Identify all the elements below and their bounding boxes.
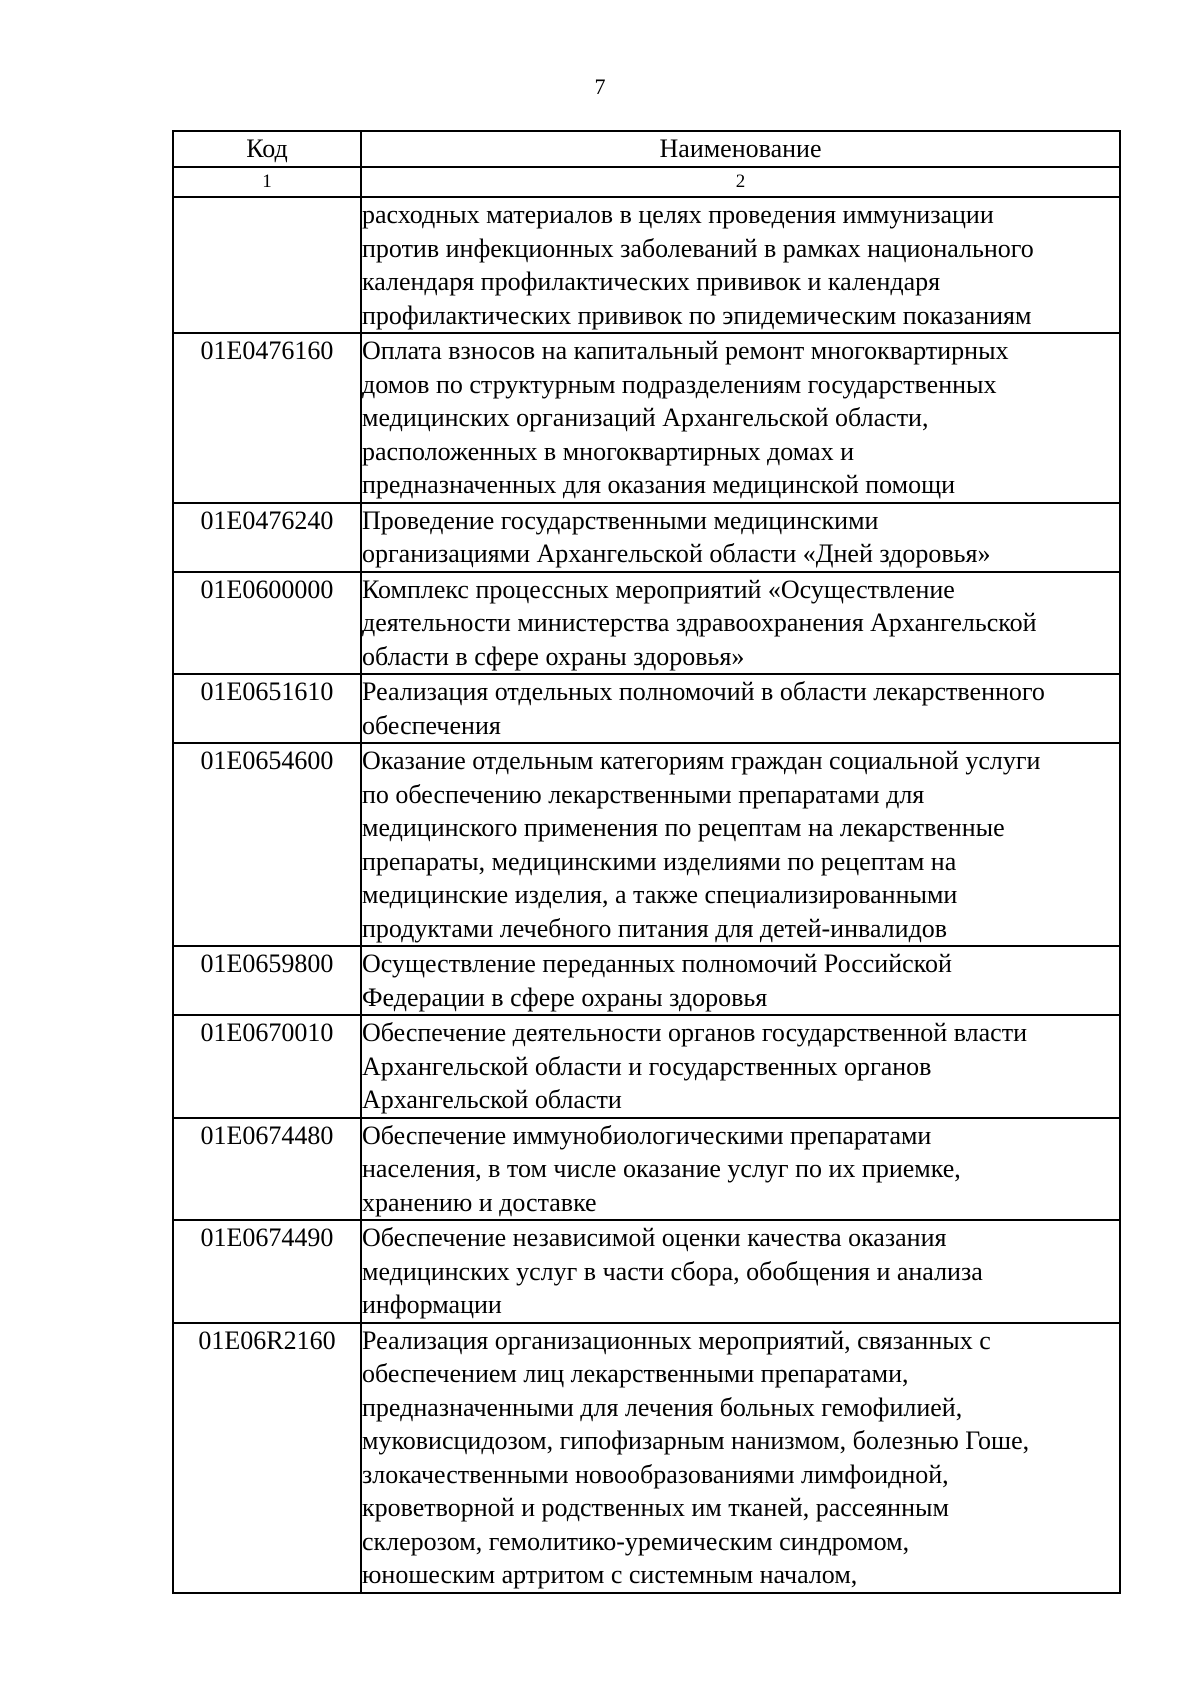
row-name-line: Федерации в сфере охраны здоровья	[362, 982, 768, 1012]
row-name-line: обеспечения	[362, 710, 501, 740]
table-row	[173, 946, 1120, 1015]
column-number-code: 1	[173, 167, 361, 197]
row-name-cell	[361, 674, 1120, 743]
row-name-line: календаря профилактических прививок и календаря	[362, 267, 941, 296]
row-name-line: Проведение государственными медицинскими	[362, 505, 879, 535]
row-name-line: расходных материалов в целях проведения иммунизации	[362, 200, 994, 229]
row-code-cell: 01Е0674490	[173, 1220, 361, 1323]
row-name-line: информации	[362, 1290, 502, 1319]
row-name-cell	[361, 743, 1120, 946]
row-code-cell: 01Е0659800	[173, 946, 361, 1015]
table-row	[173, 197, 1120, 333]
row-name-line: злокачественными новообразованиями лимфоидной,	[362, 1459, 949, 1489]
row-name-line: против инфекционных заболеваний в рамках национального	[362, 233, 1034, 263]
row-name-line: профилактических прививок по эпидемическим показаниям	[362, 300, 1032, 330]
row-name-line: Обеспечение деятельности органов государственной власти	[362, 1018, 1027, 1047]
row-name-line: Оплата взносов на капитальный ремонт многоквартирных	[362, 336, 1009, 365]
row-name-line: муковисцидозом, гипофизарным нанизмом, болезнью Гоше,	[362, 1426, 1030, 1455]
row-name-line: обеспечением лиц лекарственными препаратами,	[362, 1359, 909, 1388]
column-header-code: Код	[173, 131, 361, 167]
table-row	[173, 743, 1120, 946]
row-name-cell	[361, 1323, 1120, 1593]
row-name-line: хранению и доставке	[362, 1187, 597, 1217]
row-name-line: кроветворной и родственных им тканей, рассеянным	[362, 1493, 949, 1522]
row-name-line: Реализация отдельных полномочий в области лекарственного	[362, 677, 1045, 706]
table-row	[173, 1323, 1120, 1593]
row-name-line: юношеским артритом с системным началом,	[362, 1560, 858, 1589]
row-name-line: Архангельской области и государственных органов	[362, 1051, 932, 1081]
row-name-line: организациями Архангельской области «Дней здоровья»	[362, 539, 991, 568]
row-name-line: предназначенными для лечения больных гемофилией,	[362, 1392, 963, 1422]
row-name-line: препараты, медицинскими изделиями по рецептам на	[362, 846, 957, 876]
column-number-row	[173, 167, 1120, 197]
row-name-cell	[361, 1015, 1120, 1118]
table-row	[173, 674, 1120, 743]
row-name-line: расположенных в многоквартирных домах и	[362, 436, 854, 466]
row-name-cell	[361, 946, 1120, 1015]
row-code-cell: 01Е06R2160	[173, 1323, 361, 1593]
row-code-cell: 01Е0476160	[173, 333, 361, 503]
table-row	[173, 572, 1120, 675]
table-row	[173, 1220, 1120, 1323]
row-code-cell: 01Е0651610	[173, 674, 361, 743]
row-name-line: медицинского применения по рецептам на лекарственные	[362, 813, 1005, 842]
row-name-line: Обеспечение иммунобиологическими препаратами	[362, 1120, 932, 1150]
row-name-line: домов по структурным подразделениям государственных	[362, 369, 997, 399]
row-name-line: медицинских услуг в части сбора, обобщения и анализа	[362, 1256, 983, 1286]
table-row	[173, 333, 1120, 503]
row-name-line: продуктами лечебного питания для детей-инвалидов	[362, 913, 948, 943]
row-name-line: предназначенных для оказания медицинской помощи	[362, 470, 956, 499]
row-name-line: Осуществление переданных полномочий Российской	[362, 949, 952, 978]
row-name-line: медицинские изделия, а также специализированными	[362, 880, 958, 909]
row-name-cell	[361, 503, 1120, 572]
row-name-line: медицинских организаций Архангельской области,	[362, 403, 929, 432]
row-name-cell	[361, 572, 1120, 675]
table-body	[173, 197, 1120, 1593]
row-name-line: Архангельской области	[362, 1085, 622, 1114]
row-name-line: Обеспечение независимой оценки качества оказания	[362, 1223, 947, 1252]
column-number-name: 2	[361, 167, 1120, 197]
table-row	[173, 1118, 1120, 1221]
row-name-line: населения, в том числе оказание услуг по их приемке,	[362, 1154, 961, 1183]
row-name-line: Оказание отдельным категориям граждан социальной услуги	[362, 746, 1041, 775]
budget-code-table	[172, 130, 1121, 1594]
row-name-line: Комплекс процессных мероприятий «Осуществление	[362, 574, 955, 604]
column-header-name: Наименование	[361, 131, 1120, 167]
row-name-line: области в сфере охраны здоровья»	[362, 641, 745, 671]
table-row	[173, 1015, 1120, 1118]
row-name-cell	[361, 1118, 1120, 1221]
row-name-line: деятельности министерства здравоохранения Архангельской	[362, 608, 1037, 637]
row-code-cell: 01Е0674480	[173, 1118, 361, 1221]
row-code-cell: 01Е0670010	[173, 1015, 361, 1118]
table-header-row	[173, 131, 1120, 167]
row-code-cell	[173, 197, 361, 333]
row-code-cell: 01Е0476240	[173, 503, 361, 572]
row-name-cell	[361, 197, 1120, 333]
row-name-line: склерозом, гемолитико-уремическим синдромом,	[362, 1526, 910, 1556]
row-code-cell: 01Е0600000	[173, 572, 361, 675]
row-name-line: по обеспечению лекарственными препаратами для	[362, 779, 925, 809]
row-name-line: Реализация организационных мероприятий, связанных с	[362, 1325, 991, 1355]
table-row	[173, 503, 1120, 572]
page-number: 7	[594, 74, 606, 99]
row-code-cell: 01Е0654600	[173, 743, 361, 946]
row-name-cell	[361, 1220, 1120, 1323]
row-name-cell	[361, 333, 1120, 503]
